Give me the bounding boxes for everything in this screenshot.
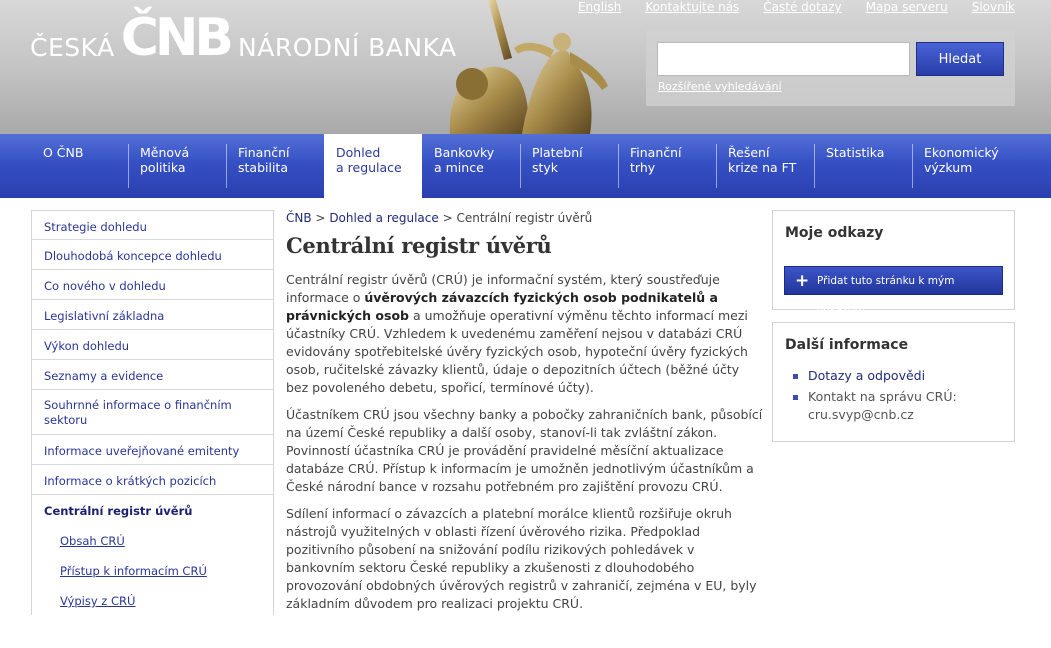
sidebar-item-legislativa[interactable]: Legislativní základna xyxy=(32,300,273,330)
sidebar-item-vykon[interactable]: Výkon dohledu xyxy=(32,330,273,360)
nav-item-financni-stabilita[interactable] xyxy=(226,134,324,198)
top-links xyxy=(578,0,1015,14)
advanced-search-link[interactable]: Rozšířené vyhledávání xyxy=(658,80,782,93)
nav-label: politika xyxy=(140,160,186,175)
sidebar-item-cru[interactable]: Centrální registr úvěrů xyxy=(44,504,193,518)
nav-label: krize na FT xyxy=(728,160,797,175)
more-info-box xyxy=(772,322,1015,442)
nav-item-dohled-a-regulace[interactable] xyxy=(324,134,422,198)
nav-item-financni-trhy[interactable] xyxy=(618,134,716,198)
nav-label: Statistika xyxy=(826,145,885,160)
nav-label: Dohled xyxy=(336,145,381,160)
nav-label: Platební xyxy=(532,145,583,160)
breadcrumb-home[interactable]: ČNB xyxy=(286,211,312,225)
faq-link[interactable]: Dotazy a odpovědi xyxy=(808,368,926,383)
sidebar-item-koncepce[interactable]: Dlouhodobá koncepce dohledu xyxy=(32,240,273,270)
more-info-list xyxy=(793,367,1014,424)
link-sitemap[interactable]: Mapa serveru xyxy=(865,0,948,14)
breadcrumb xyxy=(286,211,764,225)
nav-label: a mince xyxy=(434,160,484,175)
add-to-my-links-label: Přidat tuto stránku k mým odkazům xyxy=(817,275,955,316)
nav-label: Finanční xyxy=(630,145,682,160)
nav-item-statistika[interactable] xyxy=(814,134,912,198)
sidebar-subitem-pristup[interactable]: Přístup k informacím CRÚ xyxy=(60,564,207,578)
site-header xyxy=(0,0,1051,134)
cnb-logo[interactable] xyxy=(30,4,457,68)
sidebar-subitem-obsah[interactable]: Obsah CRÚ xyxy=(60,534,125,548)
breadcrumb-separator: > xyxy=(442,211,453,225)
nav-label: Ekonomický xyxy=(924,145,999,160)
nav-label: Měnová xyxy=(140,145,190,160)
sidebar-item-seznamy[interactable]: Seznamy a evidence xyxy=(32,360,273,390)
nav-label: O ČNB xyxy=(43,145,84,160)
paragraph-participants: Účastníkem CRÚ jsou všechny banky a pobočky zahraničních bank, působící na území České republiky a další osoby, stanoví-li tak zvláštní zákon. Povinností účastníka CRÚ je provádění pravidelné měsíční aktualizace databáze CRÚ. Přístup k informacím je umožněn jednotlivým účastníkům a České národní bance v rozsahu potřebném pro zajištění provozu CRÚ. xyxy=(286,407,763,494)
paragraph-text: a umožňuje operativní výměnu těchto informací mezi účastníky CRÚ. Vzhledem k uvedenému zaměření nejsou v databázi CRÚ evidovány spotřebitelské úvěry fyzických osob, hypoteční úvěry fyzických osob, ručitelské závazky klientů, údaje o depozitních účtech (běžné účty bez povoleného debetu, spořicí, termínové účty). xyxy=(286,308,748,395)
logo-text-right: NÁRODNÍ BANKA xyxy=(238,33,457,62)
add-to-my-links-button[interactable] xyxy=(784,266,1003,316)
link-glossary[interactable]: Slovník xyxy=(971,0,1015,14)
logo-mark: ČNB xyxy=(120,8,231,68)
sidebar-subitem-vypisy[interactable]: Výpisy z CRÚ xyxy=(60,594,136,608)
nav-item-bankovky-a-mince[interactable] xyxy=(422,134,520,198)
breadcrumb-separator: > xyxy=(315,211,326,225)
paragraph-sharing: Sdílení informací o závazcích a platební morálce klientů rozšiřuje okruh nástrojů využitelných v oblasti řízení úvěrového rizika. Předpoklad pozitivního působení na snižování podílu rizikových pohledávek v bankovním sektoru České republiky a zkušenosti z dlouhodobého provozování obdobných úvěrových registrů v zahraničí, zejména v EU, byly základním důvodem pro realizaci projektu CRÚ. xyxy=(286,506,757,611)
nav-item-o-cnb[interactable] xyxy=(0,134,128,198)
my-links-box xyxy=(772,210,1015,316)
nav-label: Finanční xyxy=(238,145,290,160)
plus-icon: + xyxy=(795,271,810,291)
nav-label: Řešení xyxy=(728,145,770,160)
nav-item-ekonomicky-vyzkum[interactable] xyxy=(912,134,1010,198)
my-links-title: Moje odkazy xyxy=(785,225,884,241)
main-content xyxy=(286,210,764,613)
sidebar-item-emitenti[interactable]: Informace uveřejňované emitenty xyxy=(32,435,273,465)
nav-item-menova-politika[interactable] xyxy=(128,134,226,198)
sidebar-item-co-noveho[interactable]: Co nového v dohledu xyxy=(32,270,273,300)
main-navigation xyxy=(0,134,1051,198)
list-item: Kontakt na správu CRÚ: cru.svyp@cnb.cz xyxy=(793,388,1014,424)
logo-text-left: ČESKÁ xyxy=(30,33,115,62)
paragraph-bold: úvěrových závazcích fyzických osob podnikatelů a právnických osob xyxy=(286,290,718,323)
list-item xyxy=(793,367,1014,385)
nav-label: stabilita xyxy=(238,160,288,175)
link-faq[interactable]: Časté dotazy xyxy=(763,0,842,14)
nav-label: trhy xyxy=(630,160,656,175)
breadcrumb-parent[interactable]: Dohled a regulace xyxy=(329,211,439,225)
search-box xyxy=(646,30,1015,106)
link-english[interactable]: English xyxy=(577,0,622,14)
paragraph-text: Centrální registr úvěrů (CRÚ) je informační systém, který soustřeďuje informace o xyxy=(286,272,720,305)
nav-item-reseni-krize[interactable] xyxy=(716,134,814,198)
more-info-title: Další informace xyxy=(785,337,909,353)
nav-label: a regulace xyxy=(336,160,402,175)
nav-label: výzkum xyxy=(924,160,973,175)
breadcrumb-current: Centrální registr úvěrů xyxy=(456,211,593,225)
nav-item-platebni-styk[interactable] xyxy=(520,134,618,198)
sidebar-item-kratke-pozice[interactable]: Informace o krátkých pozicích xyxy=(32,465,273,495)
page-title: Centrální registr úvěrů xyxy=(286,233,552,258)
nav-label: styk xyxy=(532,160,559,175)
statue-image xyxy=(430,0,630,134)
search-button[interactable]: Hledat xyxy=(916,42,1004,76)
search-input[interactable] xyxy=(657,42,910,76)
paragraph-intro xyxy=(286,271,764,397)
sidebar-item-souhrnne[interactable]: Souhrnné informace o finančním sektoru xyxy=(32,390,273,435)
sidebar-menu xyxy=(31,210,274,615)
link-contact[interactable]: Kontaktujte nás xyxy=(645,0,740,14)
sidebar-item-strategie[interactable]: Strategie dohledu xyxy=(32,210,273,240)
nav-label: Bankovky xyxy=(434,145,495,160)
